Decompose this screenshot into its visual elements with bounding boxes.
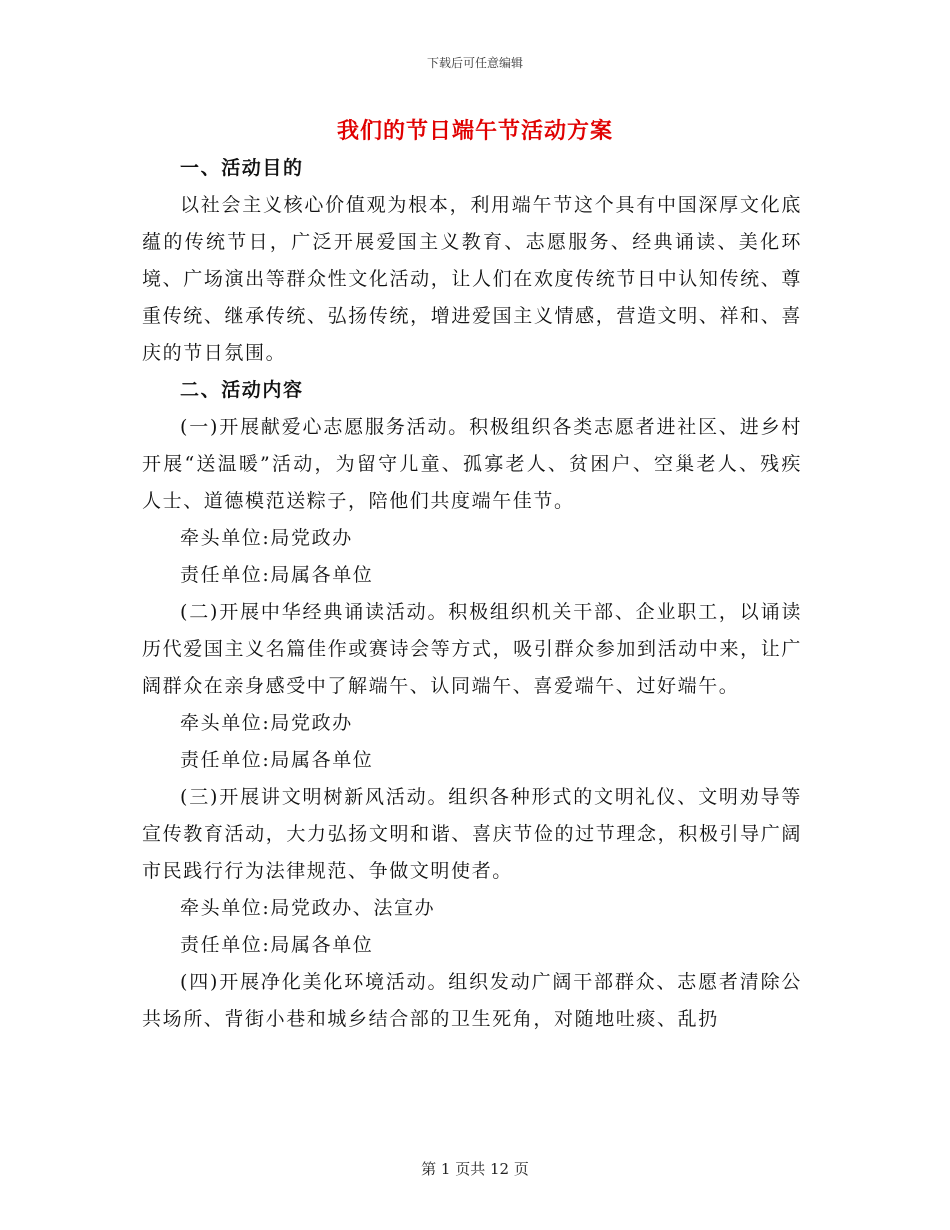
paragraph: (一)开展献爱心志愿服务活动。积极组织各类志愿者进社区、进乡村开展“送温暖”活动，为留守儿童、孤寡老人、贫困户、空巢老人、残疾人士、道德模范送粽子，陪他们共度端午佳节。	[142, 416, 802, 512]
paragraph: (二)开展中华经典诵读活动。积极组织机关干部、企业职工，以诵读历代爱国主义名篇佳作或赛诗会等方式，吸引群众参加到活动中来，让广阔群众在亲身感受中了解端午、认同端午、喜爱端午、过好端午。	[142, 601, 802, 697]
page-header: 下载后可任意编辑	[426, 56, 523, 70]
lead-unit: 牵头单位:局党政办	[180, 712, 353, 734]
section-heading-content: 二、活动内容	[180, 379, 304, 401]
paragraph: (三)开展讲文明树新风活动。组织各种形式的文明礼仪、文明劝导等宣传教育活动，大力弘扬文明和谐、喜庆节俭的过节理念，积极引导广阔市民践行行为法律规范、争做文明使者。	[142, 786, 802, 882]
page-footer: 第 1 页共 12 页	[421, 1160, 529, 1178]
document-body	[142, 150, 802, 1038]
responsible-unit: 责任单位:局属各单位	[180, 749, 374, 771]
paragraph: (四)开展净化美化环境活动。组织发动广阔干部群众、志愿者清除公共场所、背街小巷和城乡结合部的卫生死角，对随地吐痰、乱扔	[142, 971, 802, 1030]
lead-unit: 牵头单位:局党政办	[180, 527, 353, 549]
responsible-unit: 责任单位:局属各单位	[180, 934, 374, 956]
document-title: 我们的节日端午节活动方案	[336, 119, 613, 144]
section-heading-purpose: 一、活动目的	[180, 157, 304, 179]
paragraph: 以社会主义核心价值观为根本，利用端午节这个具有中国深厚文化底蕴的传统节日，广泛开展爱国主义教育、志愿服务、经典诵读、美化环境、广场演出等群众性文化活动，让人们在欢度传统节日中认知传统、尊重传统、继承传统、弘扬传统，增进爱国主义情感，营造文明、祥和、喜庆的节日氛围。	[142, 194, 802, 364]
responsible-unit: 责任单位:局属各单位	[180, 564, 374, 586]
lead-unit: 牵头单位:局党政办、法宣办	[180, 897, 436, 919]
